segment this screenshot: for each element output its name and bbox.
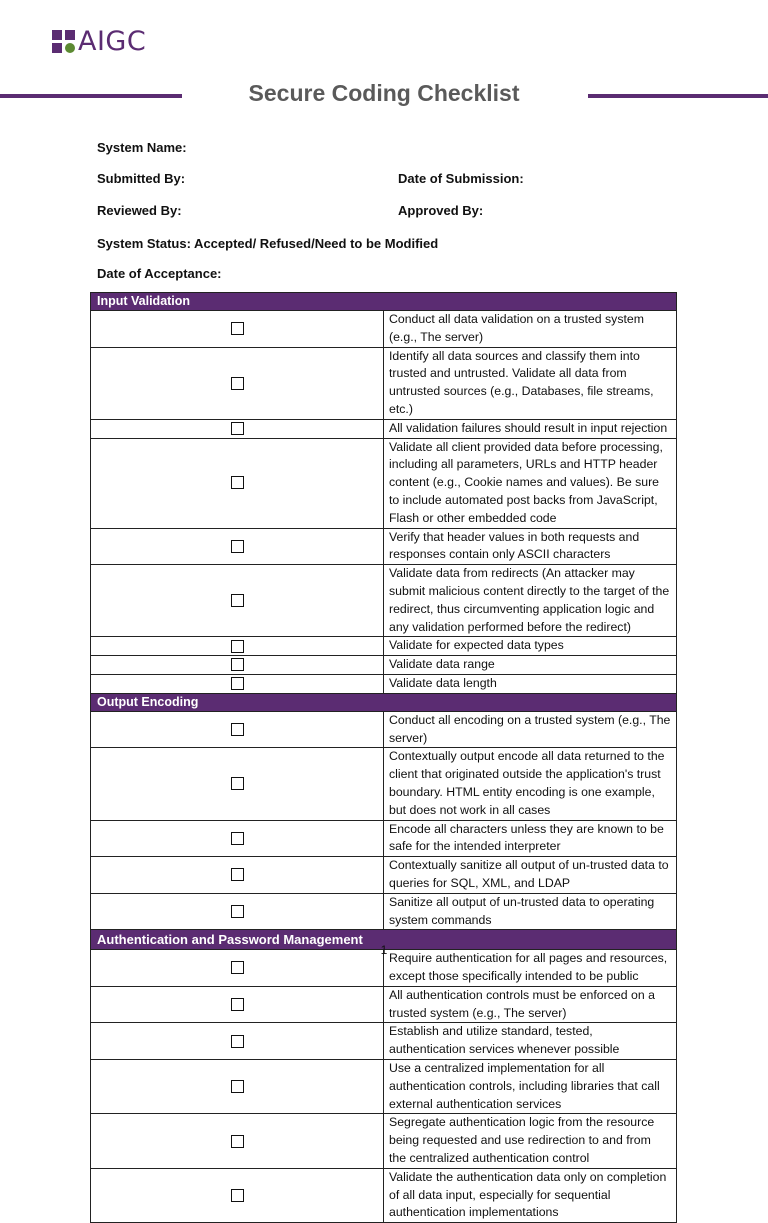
- date-of-acceptance-label: Date of Acceptance:: [97, 266, 222, 281]
- approved-by-label: Approved By:: [398, 203, 484, 218]
- checkbox-cell: [91, 438, 384, 528]
- checklist-item-text: Identify all data sources and classify them into trusted and untrusted. Validate all data from untrusted sources (e.g., Databases, file streams, etc.): [384, 347, 677, 419]
- checklist-item-text: Validate the authentication data only on completion of all data input, especially for sequential authentication implementations: [384, 1168, 677, 1222]
- checklist-item-text: Validate for expected data types: [384, 637, 677, 656]
- checkbox[interactable]: [231, 777, 244, 790]
- checkbox[interactable]: [231, 998, 244, 1011]
- system-status-label: System Status: Accepted/ Refused/Need to be Modified: [97, 236, 439, 251]
- checkbox[interactable]: [231, 540, 244, 553]
- section-title: Authentication and Password Management: [91, 930, 677, 950]
- checklist-item-text: Validate data from redirects (An attacker may submit malicious content directly to the target of the redirect, thus circumventing application logic and any validation performed before the redirect): [384, 565, 677, 637]
- checkbox[interactable]: [231, 377, 244, 390]
- checkbox-cell: [91, 986, 384, 1023]
- checklist-row: [91, 748, 677, 820]
- checkbox[interactable]: [231, 905, 244, 918]
- checkbox-cell: [91, 528, 384, 565]
- checkbox-cell: [91, 711, 384, 748]
- checkbox[interactable]: [231, 961, 244, 974]
- submitted-by-label: Submitted By:: [97, 171, 186, 186]
- checkbox[interactable]: [231, 1135, 244, 1148]
- checklist-table: [90, 292, 677, 1223]
- checkbox[interactable]: [231, 476, 244, 489]
- logo-text: AIGC: [78, 26, 147, 57]
- checkbox-cell: [91, 565, 384, 637]
- checkbox-cell: [91, 1023, 384, 1060]
- checklist-row: [91, 1114, 677, 1168]
- checkbox[interactable]: [231, 1035, 244, 1048]
- section-title: Output Encoding: [91, 693, 677, 711]
- logo-mark-icon: [52, 30, 76, 54]
- checkbox[interactable]: [231, 322, 244, 335]
- checklist-item-text: Use a centralized implementation for all authentication controls, including libraries that call external authentication services: [384, 1060, 677, 1114]
- checklist-row: [91, 419, 677, 438]
- checklist-row: [91, 347, 677, 419]
- checkbox[interactable]: [231, 677, 244, 690]
- checklist-item-text: Verify that header values in both requests and responses contain only ASCII characters: [384, 528, 677, 565]
- checklist-row: [91, 1023, 677, 1060]
- checkbox-cell: [91, 637, 384, 656]
- page-number: 1: [380, 943, 388, 957]
- checklist-item-text: Validate all client provided data before processing, including all parameters, URLs and HTTP header content (e.g., Cookie names and values). Be sure to include automated post backs from JavaScript, Flash or other embedded code: [384, 438, 677, 528]
- checkbox-cell: [91, 419, 384, 438]
- checkbox-cell: [91, 820, 384, 857]
- checkbox-cell: [91, 893, 384, 930]
- checkbox[interactable]: [231, 832, 244, 845]
- checkbox-cell: [91, 1060, 384, 1114]
- checklist-row: [91, 565, 677, 637]
- checkbox-cell: [91, 857, 384, 894]
- checklist-row: [91, 637, 677, 656]
- checklist-item-text: Validate data length: [384, 674, 677, 693]
- section-header: [91, 293, 677, 311]
- checkbox[interactable]: [231, 1080, 244, 1093]
- checklist-row: [91, 711, 677, 748]
- checklist-row: [91, 1168, 677, 1222]
- checklist-row: [91, 438, 677, 528]
- checklist-row: [91, 1060, 677, 1114]
- checkbox[interactable]: [231, 658, 244, 671]
- reviewed-by-label: Reviewed By:: [97, 203, 182, 218]
- checklist-item-text: Validate data range: [384, 656, 677, 675]
- checklist-row: [91, 893, 677, 930]
- checkbox[interactable]: [231, 1189, 244, 1202]
- checkbox[interactable]: [231, 868, 244, 881]
- checklist-row: [91, 820, 677, 857]
- checklist-item-text: Establish and utilize standard, tested, authentication services whenever possible: [384, 1023, 677, 1060]
- checklist-row: [91, 528, 677, 565]
- checklist-item-text: Encode all characters unless they are known to be safe for the intended interpreter: [384, 820, 677, 857]
- checkbox-cell: [91, 1168, 384, 1222]
- checkbox-cell: [91, 674, 384, 693]
- checklist-row: [91, 311, 677, 348]
- checklist-row: [91, 986, 677, 1023]
- section-header: [91, 693, 677, 711]
- checkbox-cell: [91, 311, 384, 348]
- checklist-item-text: Conduct all encoding on a trusted system (e.g., The server): [384, 711, 677, 748]
- aigc-logo: [52, 28, 146, 56]
- checklist-item-text: All validation failures should result in input rejection: [384, 419, 677, 438]
- checklist-item-text: Contextually output encode all data returned to the client that originated outside the application's trust boundary. HTML entity encoding is one example, but does not work in all cases: [384, 748, 677, 820]
- checkbox[interactable]: [231, 640, 244, 653]
- page-title: Secure Coding Checklist: [248, 80, 520, 106]
- checklist-item-text: Conduct all data validation on a trusted system (e.g., The server): [384, 311, 677, 348]
- checklist-row: [91, 656, 677, 675]
- checkbox-cell: [91, 1114, 384, 1168]
- system-name-label: System Name:: [97, 140, 187, 155]
- checklist-item-text: Sanitize all output of un-trusted data to operating system commands: [384, 893, 677, 930]
- section-title: Input Validation: [91, 293, 677, 311]
- checkbox-cell: [91, 656, 384, 675]
- checklist-item-text: Require authentication for all pages and resources, except those specifically intended to be public: [384, 950, 677, 987]
- checkbox[interactable]: [231, 723, 244, 736]
- checkbox-cell: [91, 748, 384, 820]
- checkbox[interactable]: [231, 594, 244, 607]
- checkbox-cell: [91, 347, 384, 419]
- checklist-row: [91, 674, 677, 693]
- checklist-row: [91, 857, 677, 894]
- checklist-item-text: Contextually sanitize all output of un-trusted data to queries for SQL, XML, and LDAP: [384, 857, 677, 894]
- checkbox[interactable]: [231, 422, 244, 435]
- checklist-item-text: Segregate authentication logic from the resource being requested and use redirection to and from the centralized authentication control: [384, 1114, 677, 1168]
- date-of-submission-label: Date of Submission:: [398, 171, 524, 186]
- checklist-item-text: All authentication controls must be enforced on a trusted system (e.g., The server): [384, 986, 677, 1023]
